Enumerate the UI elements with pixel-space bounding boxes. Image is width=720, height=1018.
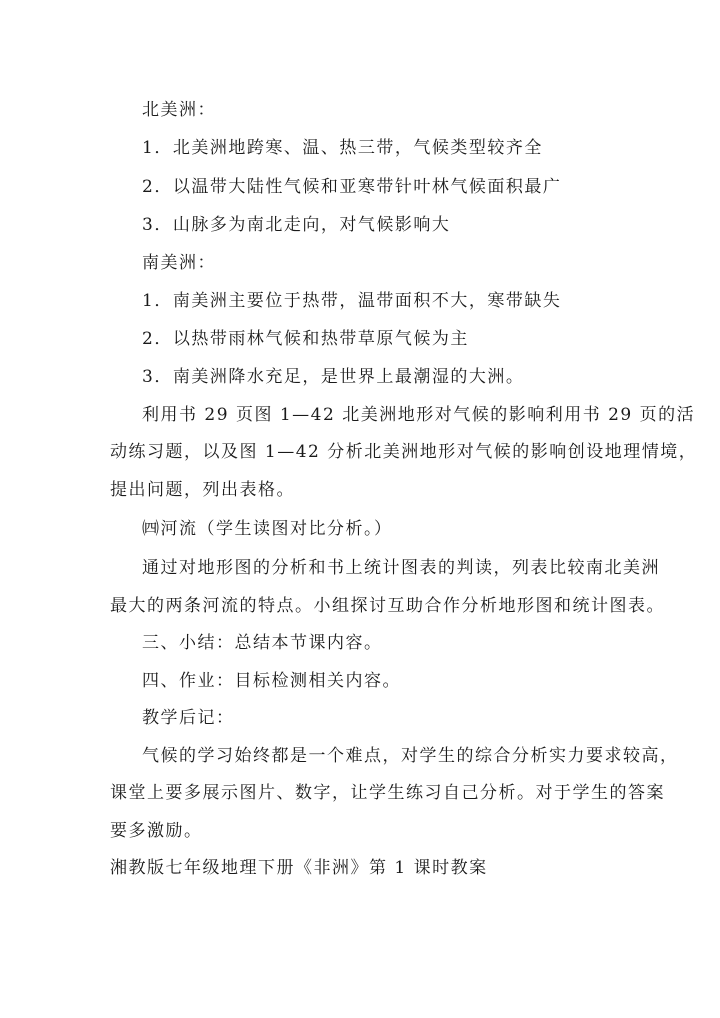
reflection-line-3: 要多激励。	[110, 821, 203, 841]
summary-line: 三、小结：总结本节课内容。	[142, 633, 383, 653]
next-lesson-title: 湘教版七年级地理下册《非洲》第 1 课时教案	[110, 858, 488, 878]
rivers-heading: ㈣河流（学生读图对比分析。）	[142, 519, 393, 539]
south-america-heading: 南美洲：	[142, 253, 216, 273]
reflection-line-1: 气候的学习始终都是一个难点，对学生的综合分析实力要求较高，	[142, 746, 679, 766]
south-america-item-1: 1．南美洲主要位于热带，温带面积不大，寒带缺失	[142, 291, 562, 311]
north-america-item-3: 3．山脉多为南北走向，对气候影响大	[142, 215, 451, 235]
rivers-line-1: 通过对地形图的分析和书上统计图表的判读，列表比较南北美洲	[142, 558, 660, 578]
reflection-heading: 教学后记：	[142, 708, 235, 728]
homework-line: 四、作业：目标检测相关内容。	[142, 671, 401, 691]
north-america-heading: 北美洲：	[142, 100, 216, 120]
north-america-item-2: 2．以温带大陆性气候和亚寒带针叶林气候面积最广	[142, 177, 562, 197]
activity-line-1: 利用书 29 页图 1—42 北美洲地形对气候的影响利用书 29 页的活	[142, 405, 696, 425]
activity-line-2: 动练习题，以及图 1—42 分析北美洲地形对气候的影响创设地理情境，	[110, 442, 698, 462]
south-america-item-3: 3．南美洲降水充足，是世界上最潮湿的大洲。	[142, 367, 525, 387]
activity-line-3: 提出问题，列出表格。	[110, 480, 295, 500]
north-america-item-1: 1．北美洲地跨寒、温、热三带，气候类型较齐全	[142, 138, 543, 158]
rivers-line-2: 最大的两条河流的特点。小组探讨互助合作分析地形图和统计图表。	[110, 596, 665, 616]
south-america-item-2: 2．以热带雨林气候和热带草原气候为主	[142, 329, 469, 349]
reflection-line-2: 课堂上要多展示图片、数字，让学生练习自己分析。对于学生的答案	[110, 783, 665, 803]
